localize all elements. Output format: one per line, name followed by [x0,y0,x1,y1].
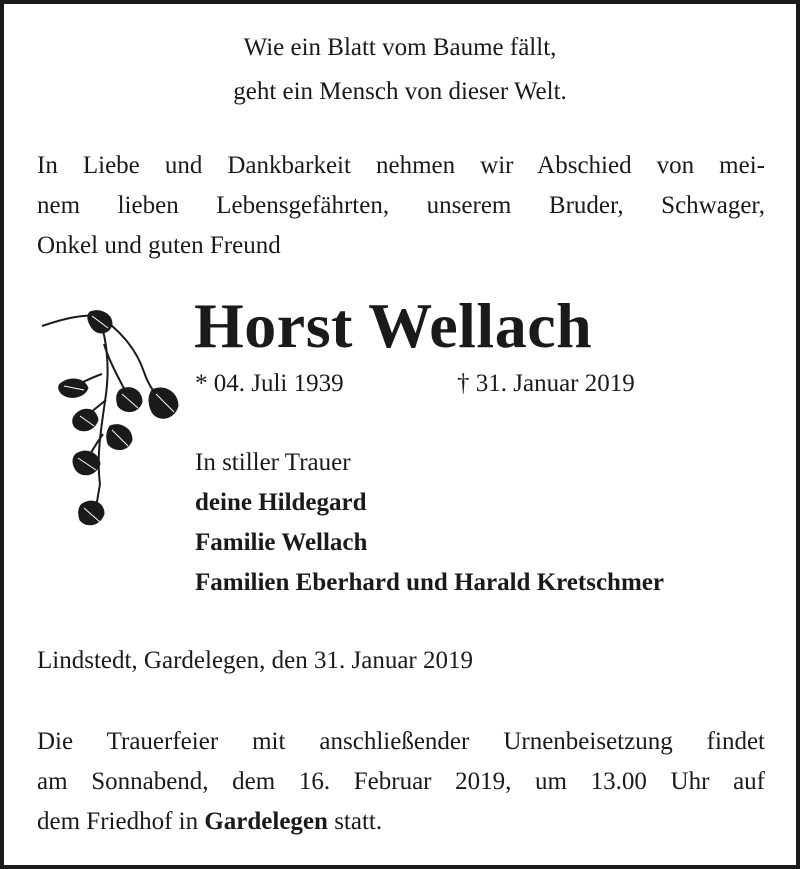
ceremony-info [37,722,765,842]
birth-date: * 04. Juli 1939 [195,370,344,397]
ceremony-line-3 [37,802,765,842]
deceased-name: Horst Wellach [194,290,593,361]
ceremony-line-3-start: dem Friedhof in [37,808,205,835]
birch-branch-icon [40,304,190,536]
cemetery-location: Gardelegen [204,808,328,835]
ceremony-line-1: Die Trauerfeier mit anschließender Urnenbeisetzung findet [37,728,765,755]
motto-line-1: Wie ein Blatt vom Baume fällt, [243,34,557,61]
ceremony-line-2: am Sonnabend, dem 16. Februar 2019, um 13.00 Uhr auf [37,768,765,795]
place-date: Lindstedt, Gardelegen, den 31. Januar 2019 [37,647,473,674]
death-date: † 31. Januar 2019 [457,370,635,397]
motto-line-2: geht ein Mensch von dieser Welt. [233,78,567,105]
mourner-name: Familien Eberhard und Harald Kretschmer [195,569,664,596]
mourner-name: Familie Wellach [195,529,368,556]
intro-line-1: In Liebe und Dankbarkeit nehmen wir Abschied von mei- [37,152,765,179]
ceremony-line-3-end: statt. [327,808,383,835]
intro-line-3: Onkel und guten Freund [37,232,281,259]
mourners-intro: In stiller Trauer [195,449,351,476]
intro-text [37,146,765,266]
mourner-name: deine Hildegard [195,489,367,516]
intro-line-2: nem lieben Lebensgefährten, unserem Bruder, Schwager, [37,192,765,219]
